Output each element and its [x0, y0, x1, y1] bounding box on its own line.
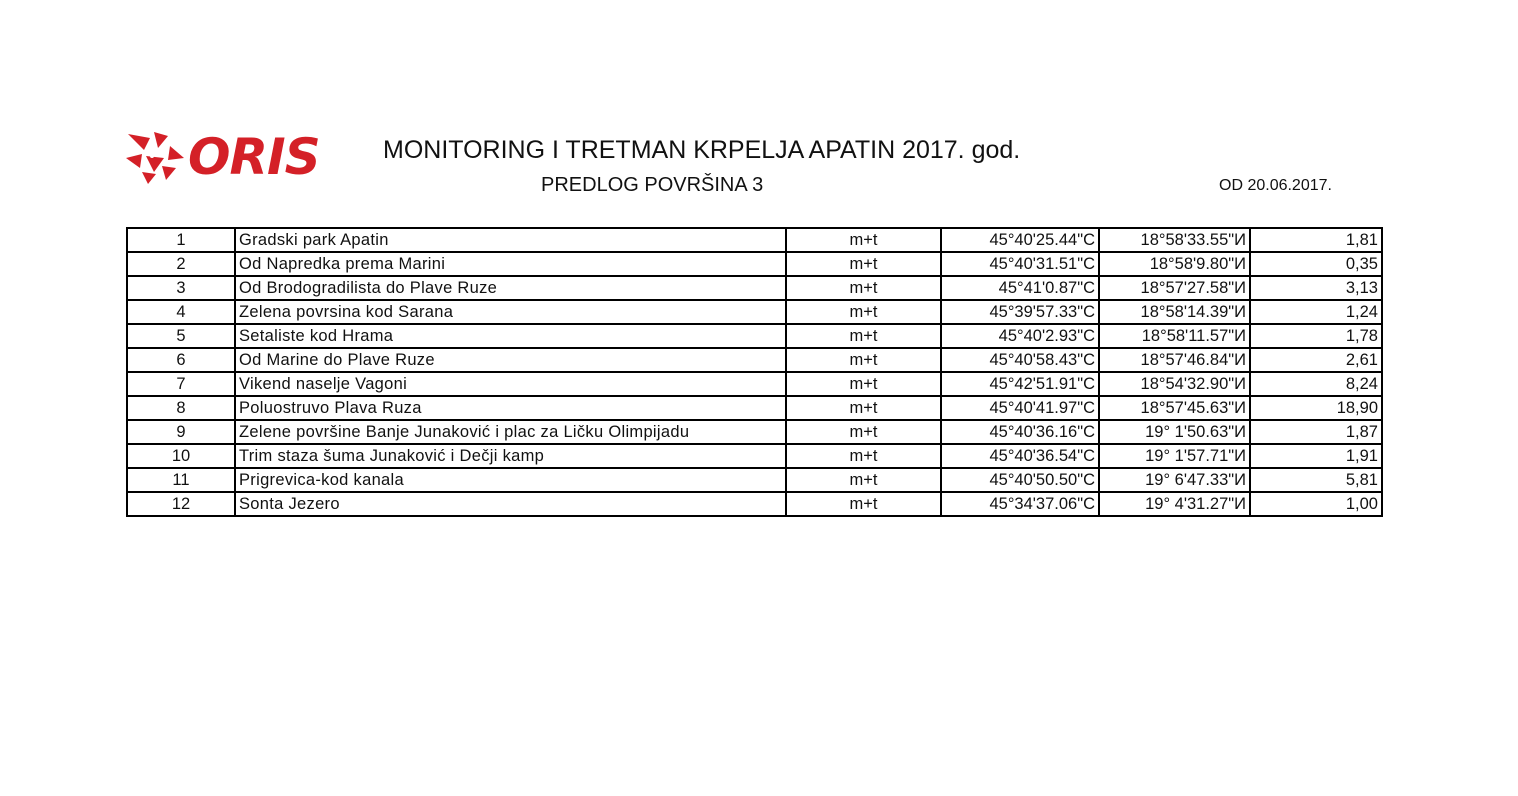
treatment-type-cell: m+t: [786, 492, 941, 516]
areas-table: [126, 227, 1383, 517]
areas-table-body: [127, 228, 1382, 516]
area-name-cell: Vikend naselje Vagoni: [235, 372, 786, 396]
treatment-type-cell: m+t: [786, 420, 941, 444]
area-name-cell: Setaliste kod Hrama: [235, 324, 786, 348]
oris-logo-mark-icon: [124, 128, 186, 186]
area-name-cell: Od Marine do Plave Ruze: [235, 348, 786, 372]
area-name-cell: Poluostruvo Plava Ruza: [235, 396, 786, 420]
area-name-cell: Sonta Jezero: [235, 492, 786, 516]
table-row: [127, 252, 1382, 276]
row-number-cell: 5: [127, 324, 235, 348]
area-name-cell: Gradski park Apatin: [235, 228, 786, 252]
table-row: [127, 420, 1382, 444]
table-row: [127, 228, 1382, 252]
table-row: [127, 300, 1382, 324]
treatment-type-cell: m+t: [786, 444, 941, 468]
treatment-type-cell: m+t: [786, 228, 941, 252]
row-number-cell: 12: [127, 492, 235, 516]
treatment-type-cell: m+t: [786, 252, 941, 276]
longitude-cell: 18°57'46.84"И: [1099, 348, 1250, 372]
latitude-cell: 45°40'2.93"С: [941, 324, 1099, 348]
oris-logo: [124, 128, 339, 186]
latitude-cell: 45°40'36.16"С: [941, 420, 1099, 444]
latitude-cell: 45°41'0.87"С: [941, 276, 1099, 300]
area-size-cell: 8,24: [1250, 372, 1382, 396]
longitude-cell: 19° 6'47.33"И: [1099, 468, 1250, 492]
latitude-cell: 45°40'25.44"С: [941, 228, 1099, 252]
treatment-type-cell: m+t: [786, 396, 941, 420]
row-number-cell: 6: [127, 348, 235, 372]
area-size-cell: 1,87: [1250, 420, 1382, 444]
area-size-cell: 5,81: [1250, 468, 1382, 492]
area-name-cell: Zelene površine Banje Junaković i plac za Ličku Olimpijadu: [235, 420, 786, 444]
area-size-cell: 18,90: [1250, 396, 1382, 420]
area-size-cell: 1,81: [1250, 228, 1382, 252]
latitude-cell: 45°40'58.43"С: [941, 348, 1099, 372]
row-number-cell: 1: [127, 228, 235, 252]
row-number-cell: 11: [127, 468, 235, 492]
area-size-cell: 1,91: [1250, 444, 1382, 468]
latitude-cell: 45°40'36.54"С: [941, 444, 1099, 468]
latitude-cell: 45°42'51.91"С: [941, 372, 1099, 396]
longitude-cell: 18°54'32.90"И: [1099, 372, 1250, 396]
longitude-cell: 19° 4'31.27"И: [1099, 492, 1250, 516]
row-number-cell: 7: [127, 372, 235, 396]
treatment-type-cell: m+t: [786, 276, 941, 300]
table-row: [127, 492, 1382, 516]
treatment-type-cell: m+t: [786, 468, 941, 492]
longitude-cell: 18°58'11.57"И: [1099, 324, 1250, 348]
page-subtitle: PREDLOG POVRŠINA 3: [541, 174, 764, 196]
latitude-cell: 45°40'31.51"С: [941, 252, 1099, 276]
row-number-cell: 3: [127, 276, 235, 300]
latitude-cell: 45°40'50.50"С: [941, 468, 1099, 492]
table-row: [127, 324, 1382, 348]
longitude-cell: 18°58'33.55"И: [1099, 228, 1250, 252]
longitude-cell: 18°58'14.39"И: [1099, 300, 1250, 324]
oris-logo-text: ORIS: [188, 128, 320, 186]
area-name-cell: Od Napredka prema Marini: [235, 252, 786, 276]
area-size-cell: 1,24: [1250, 300, 1382, 324]
area-size-cell: 0,35: [1250, 252, 1382, 276]
treatment-type-cell: m+t: [786, 324, 941, 348]
treatment-type-cell: m+t: [786, 300, 941, 324]
table-row: [127, 444, 1382, 468]
row-number-cell: 8: [127, 396, 235, 420]
latitude-cell: 45°34'37.06"С: [941, 492, 1099, 516]
area-name-cell: Zelena povrsina kod Sarana: [235, 300, 786, 324]
table-row: [127, 396, 1382, 420]
area-size-cell: 2,61: [1250, 348, 1382, 372]
area-name-cell: Trim staza šuma Junaković i Dečji kamp: [235, 444, 786, 468]
area-name-cell: Od Brodogradilista do Plave Ruze: [235, 276, 786, 300]
longitude-cell: 19° 1'50.63"И: [1099, 420, 1250, 444]
date-label: OD 20.06.2017.: [1219, 177, 1332, 194]
latitude-cell: 45°39'57.33"С: [941, 300, 1099, 324]
row-number-cell: 2: [127, 252, 235, 276]
area-name-cell: Prigrevica-kod kanala: [235, 468, 786, 492]
longitude-cell: 18°58'9.80"И: [1099, 252, 1250, 276]
row-number-cell: 9: [127, 420, 235, 444]
longitude-cell: 18°57'45.63"И: [1099, 396, 1250, 420]
table-row: [127, 348, 1382, 372]
area-size-cell: 1,00: [1250, 492, 1382, 516]
area-size-cell: 3,13: [1250, 276, 1382, 300]
longitude-cell: 19° 1'57.71"И: [1099, 444, 1250, 468]
area-size-cell: 1,78: [1250, 324, 1382, 348]
page-title: MONITORING I TRETMAN KRPELJA APATIN 2017. god.: [383, 136, 1021, 164]
treatment-type-cell: m+t: [786, 348, 941, 372]
treatment-type-cell: m+t: [786, 372, 941, 396]
longitude-cell: 18°57'27.58"И: [1099, 276, 1250, 300]
table-row: [127, 468, 1382, 492]
row-number-cell: 10: [127, 444, 235, 468]
table-row: [127, 276, 1382, 300]
table-row: [127, 372, 1382, 396]
row-number-cell: 4: [127, 300, 235, 324]
latitude-cell: 45°40'41.97"С: [941, 396, 1099, 420]
